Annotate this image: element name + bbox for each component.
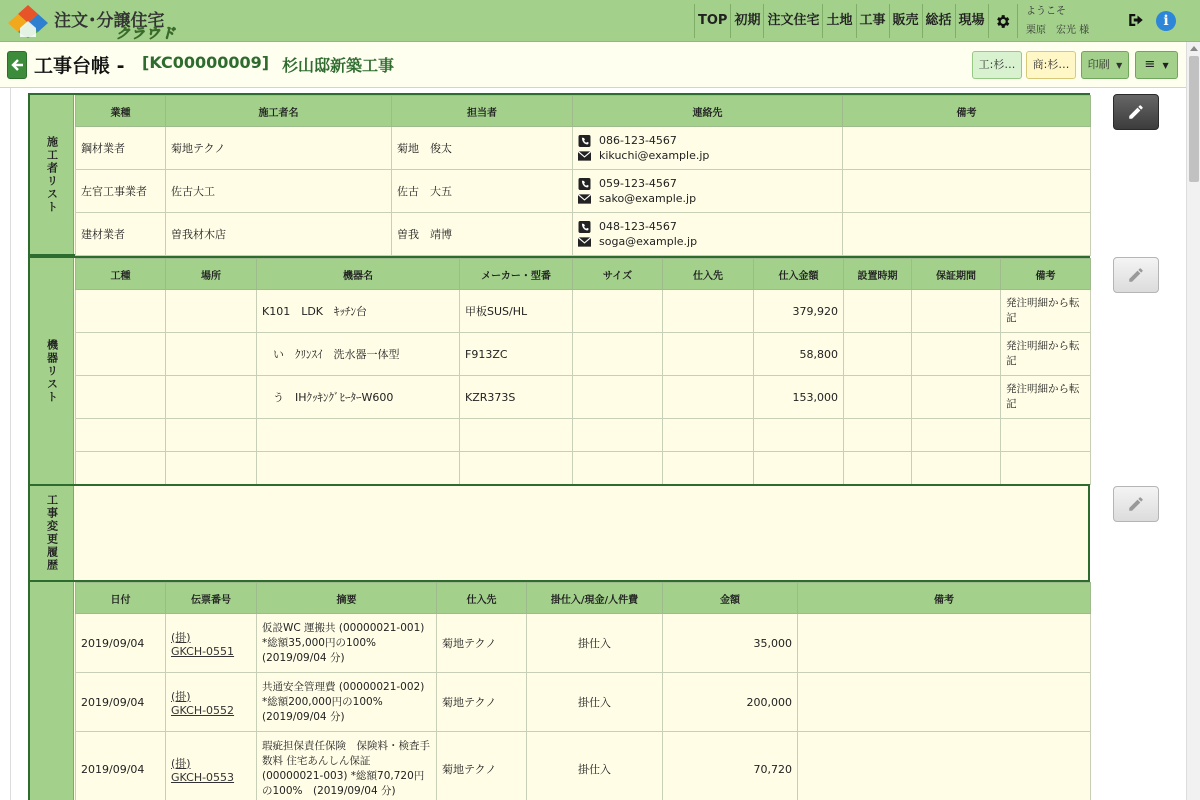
phone-number: 086-123-4567: [599, 134, 677, 147]
pay-type-cell: 掛仕入: [527, 673, 663, 732]
install-cell: [844, 419, 912, 452]
ledger-code: [KC00000009]: [142, 53, 270, 72]
column-header: 仕入先: [663, 259, 754, 290]
app-logo-title: 注文･分譲住宅: [54, 11, 165, 31]
model-cell: [460, 452, 573, 485]
column-header: 備考: [798, 583, 1091, 614]
amount-cell: 379,920: [754, 290, 844, 333]
date-cell: 2019/09/04: [76, 614, 166, 673]
top-bar: [0, 0, 1200, 42]
contractor-table: [75, 95, 1088, 256]
column-header: サイズ: [573, 259, 663, 290]
sales-staff-chip[interactable]: 商:杉…: [1026, 51, 1076, 79]
person-cell: 菊地 俊太: [392, 127, 573, 170]
column-header: 伝票番号: [166, 583, 257, 614]
hamburger-icon: ≡: [1144, 57, 1156, 72]
equipment-section-label: [30, 258, 74, 484]
supplier-cell: [663, 452, 754, 485]
amount-cell: 70,720: [663, 732, 798, 800]
column-header: 仕入金額: [754, 259, 844, 290]
supplier-cell: [663, 333, 754, 376]
note-cell: [843, 127, 1091, 170]
size-cell: [573, 290, 663, 333]
main-content: [10, 88, 1186, 800]
table-row: [76, 673, 1091, 732]
pay-type-cell: 掛仕入: [527, 614, 663, 673]
change-history-section-title: 工事変更履歴: [45, 494, 59, 572]
slip-cell: [166, 673, 257, 732]
note-cell: [1001, 419, 1091, 452]
page-title: 工事台帳 -: [34, 55, 125, 77]
slip-type-link[interactable]: (掛): [171, 756, 191, 770]
print-label: 印刷: [1087, 58, 1110, 71]
phone-number: 059-123-4567: [599, 177, 677, 190]
note-cell: 発注明細から転記: [1001, 333, 1091, 376]
caret-down-icon: ▼: [1116, 61, 1123, 70]
contractor-section: [28, 93, 1090, 256]
ledger-section-label: [30, 582, 74, 800]
kind-cell: [76, 333, 166, 376]
contractor-section-title: 施工者リスト: [45, 135, 59, 214]
note-cell: [1001, 452, 1091, 485]
size-cell: [573, 376, 663, 419]
trade-cell: 左官工事業者: [76, 170, 166, 213]
summary-cell: 共通安全管理費 (00000021-002) *総額200,000円の100% (2019/09/04 分): [257, 673, 437, 732]
app-logo[interactable]: [8, 3, 183, 42]
column-header: 業種: [76, 96, 166, 127]
place-cell: [166, 419, 257, 452]
amount-cell: 35,000: [663, 614, 798, 673]
logo-mark-icon: [8, 4, 48, 38]
pay-type-cell: 掛仕入: [527, 732, 663, 800]
slip-number-link[interactable]: GKCH-0552: [171, 703, 235, 717]
column-header: 仕入先: [437, 583, 527, 614]
model-cell: KZR373S: [460, 376, 573, 419]
model-cell: 甲板SUS/HL: [460, 290, 573, 333]
supplier-cell: [663, 376, 754, 419]
company-cell: 佐古大工: [166, 170, 392, 213]
phone-icon: [578, 135, 591, 147]
nav-item-custom-house[interactable]: 注文住宅: [763, 4, 822, 38]
welcome-label: ようこそ: [1026, 6, 1066, 17]
note-cell: [798, 614, 1091, 673]
column-header: 施工者名: [166, 96, 392, 127]
place-cell: [166, 290, 257, 333]
arrow-left-icon: [10, 58, 24, 72]
table-row: [76, 452, 1091, 485]
edit-equipment-button[interactable]: [1113, 257, 1159, 293]
note-cell: [798, 732, 1091, 800]
equipment-name-cell: い ｸﾘﾝｽｲ 洗水器一体型: [257, 333, 460, 376]
construction-staff-chip[interactable]: 工:杉…: [972, 51, 1022, 79]
date-cell: 2019/09/04: [76, 673, 166, 732]
supplier-cell: [663, 290, 754, 333]
scroll-up-arrow-icon[interactable]: [1190, 46, 1198, 51]
welcome-text: [1026, 2, 1089, 40]
pencil-icon: [1127, 266, 1145, 284]
nav-item-site[interactable]: 現場: [955, 4, 989, 38]
install-cell: [844, 290, 912, 333]
equipment-table: [75, 258, 1088, 485]
slip-cell: [166, 614, 257, 673]
main-nav: [694, 4, 989, 38]
nav-item-sales[interactable]: 販売: [889, 4, 922, 38]
equipment-name-cell: K101 LDK ｷｯﾁﾝ台: [257, 290, 460, 333]
place-cell: [166, 333, 257, 376]
column-header: 担当者: [392, 96, 573, 127]
company-cell: 曽我材木店: [166, 213, 392, 256]
contractor-section-label: [30, 95, 74, 254]
pencil-icon: [1127, 495, 1145, 513]
date-cell: 2019/09/04: [76, 732, 166, 800]
place-cell: [166, 376, 257, 419]
table-row: [76, 376, 1091, 419]
summary-cell: 瑕疵担保責任保険 保険料・検査手数料 住宅あんしん保証 (00000021-003) *総額70,720円の100% (2019/09/04 分): [257, 732, 437, 800]
nav-item-land[interactable]: 土地: [822, 4, 855, 38]
supplier-cell: 菊地テクノ: [437, 732, 527, 800]
slip-cell: [166, 732, 257, 800]
ledger-table-header: [76, 583, 1091, 614]
install-cell: [844, 376, 912, 419]
column-header: メーカー・型番: [460, 259, 573, 290]
logout-icon: [1127, 11, 1145, 29]
slip-number-link[interactable]: GKCH-0551: [171, 644, 235, 658]
warranty-cell: [912, 333, 1001, 376]
scrollbar-thumb[interactable]: [1189, 56, 1199, 182]
note-cell: [798, 673, 1091, 732]
model-cell: F913ZC: [460, 333, 573, 376]
column-header: 掛仕入/現金/人件費: [527, 583, 663, 614]
mail-icon: [578, 236, 591, 248]
contractor-table-header: [76, 96, 1091, 127]
edit-contractors-button[interactable]: [1113, 94, 1159, 130]
install-cell: [844, 452, 912, 485]
person-cell: 曽我 靖博: [392, 213, 573, 256]
equipment-name-cell: [257, 419, 460, 452]
model-cell: [460, 419, 573, 452]
warranty-cell: [912, 290, 1001, 333]
info-icon[interactable]: i: [1156, 11, 1176, 31]
change-history-section: [28, 484, 1090, 582]
kind-cell: [76, 290, 166, 333]
column-header: 設置時期: [844, 259, 912, 290]
warranty-cell: [912, 419, 1001, 452]
equipment-name-cell: う IHｸｯｷﾝｸﾞﾋｰﾀｰW600: [257, 376, 460, 419]
equipment-section-title: 機器リスト: [45, 338, 59, 404]
menu-dropdown-button[interactable]: [1135, 51, 1178, 79]
column-header: 機器名: [257, 259, 460, 290]
contact-cell: [573, 170, 843, 213]
amount-cell: 153,000: [754, 376, 844, 419]
email-address: sako@example.jp: [599, 192, 697, 205]
phone-icon: [578, 178, 591, 190]
mail-icon: [578, 150, 591, 162]
contact-cell: [573, 127, 843, 170]
caret-down-icon: ▼: [1162, 61, 1169, 70]
nav-item-construction[interactable]: 工事: [856, 4, 889, 38]
slip-type-link[interactable]: (掛): [171, 689, 191, 703]
contact-cell: [573, 213, 843, 256]
column-header: 工種: [76, 259, 166, 290]
note-cell: [843, 213, 1091, 256]
kind-cell: [76, 452, 166, 485]
supplier-cell: [663, 419, 754, 452]
mail-icon: [578, 193, 591, 205]
back-button[interactable]: [7, 51, 27, 79]
size-cell: [573, 333, 663, 376]
print-dropdown-button[interactable]: [1081, 51, 1129, 79]
user-name: 栗原 宏光 様: [1026, 25, 1090, 36]
size-cell: [573, 452, 663, 485]
nav-item-summary[interactable]: 総括: [922, 4, 955, 38]
size-cell: [573, 419, 663, 452]
equipment-name-cell: [257, 452, 460, 485]
table-row: [76, 127, 1091, 170]
amount-cell: [754, 452, 844, 485]
equipment-section: [28, 256, 1090, 486]
warranty-cell: [912, 376, 1001, 419]
place-cell: [166, 452, 257, 485]
supplier-cell: 菊地テクノ: [437, 614, 527, 673]
column-header: 摘要: [257, 583, 437, 614]
amount-cell: [754, 419, 844, 452]
edit-change-history-button[interactable]: [1113, 486, 1159, 522]
table-row: [76, 419, 1091, 452]
column-header: 金額: [663, 583, 798, 614]
trade-cell: 建材業者: [76, 213, 166, 256]
settings-button[interactable]: [988, 4, 1018, 38]
note-cell: [843, 170, 1091, 213]
change-history-body[interactable]: [75, 486, 1088, 580]
supplier-cell: 菊地テクノ: [437, 673, 527, 732]
gear-icon: [994, 13, 1011, 30]
table-row: [76, 213, 1091, 256]
kind-cell: [76, 376, 166, 419]
app-logo-subtitle: クラウド: [116, 26, 176, 42]
column-header: 備考: [843, 96, 1091, 127]
trade-cell: 鋼材業者: [76, 127, 166, 170]
slip-type-link[interactable]: (掛): [171, 630, 191, 644]
page-scrollbar[interactable]: [1186, 42, 1200, 800]
amount-cell: 200,000: [663, 673, 798, 732]
change-history-section-label: [30, 486, 74, 580]
summary-cell: 仮設WC 運搬共 (00000021-001) *総額35,000円の100% (2019/09/04 分): [257, 614, 437, 673]
company-cell: 菊地テクノ: [166, 127, 392, 170]
pencil-icon: [1127, 103, 1145, 121]
ledger-section: [28, 580, 1090, 800]
note-cell: 発注明細から転記: [1001, 290, 1091, 333]
nav-item-initial[interactable]: 初期: [730, 4, 763, 38]
logout-button[interactable]: [1127, 11, 1147, 31]
phone-icon: [578, 221, 591, 233]
phone-number: 048-123-4567: [599, 220, 677, 233]
nav-item-top[interactable]: TOP: [694, 4, 730, 38]
column-header: 日付: [76, 583, 166, 614]
email-address: kikuchi@example.jp: [599, 149, 710, 162]
person-cell: 佐古 大五: [392, 170, 573, 213]
install-cell: [844, 333, 912, 376]
note-cell: 発注明細から転記: [1001, 376, 1091, 419]
equipment-table-header: [76, 259, 1091, 290]
project-name: 杉山邸新築工事: [282, 56, 395, 75]
table-row: [76, 290, 1091, 333]
column-header: 連絡先: [573, 96, 843, 127]
column-header: 場所: [166, 259, 257, 290]
column-header: 備考: [1001, 259, 1091, 290]
email-address: soga@example.jp: [599, 235, 698, 248]
table-row: [76, 614, 1091, 673]
slip-number-link[interactable]: GKCH-0553: [171, 770, 235, 784]
kind-cell: [76, 419, 166, 452]
amount-cell: 58,800: [754, 333, 844, 376]
table-row: [76, 732, 1091, 800]
table-row: [76, 170, 1091, 213]
ledger-table: [75, 582, 1088, 800]
column-header: 保証期間: [912, 259, 1001, 290]
table-row: [76, 333, 1091, 376]
page-header: [0, 42, 1186, 88]
warranty-cell: [912, 452, 1001, 485]
